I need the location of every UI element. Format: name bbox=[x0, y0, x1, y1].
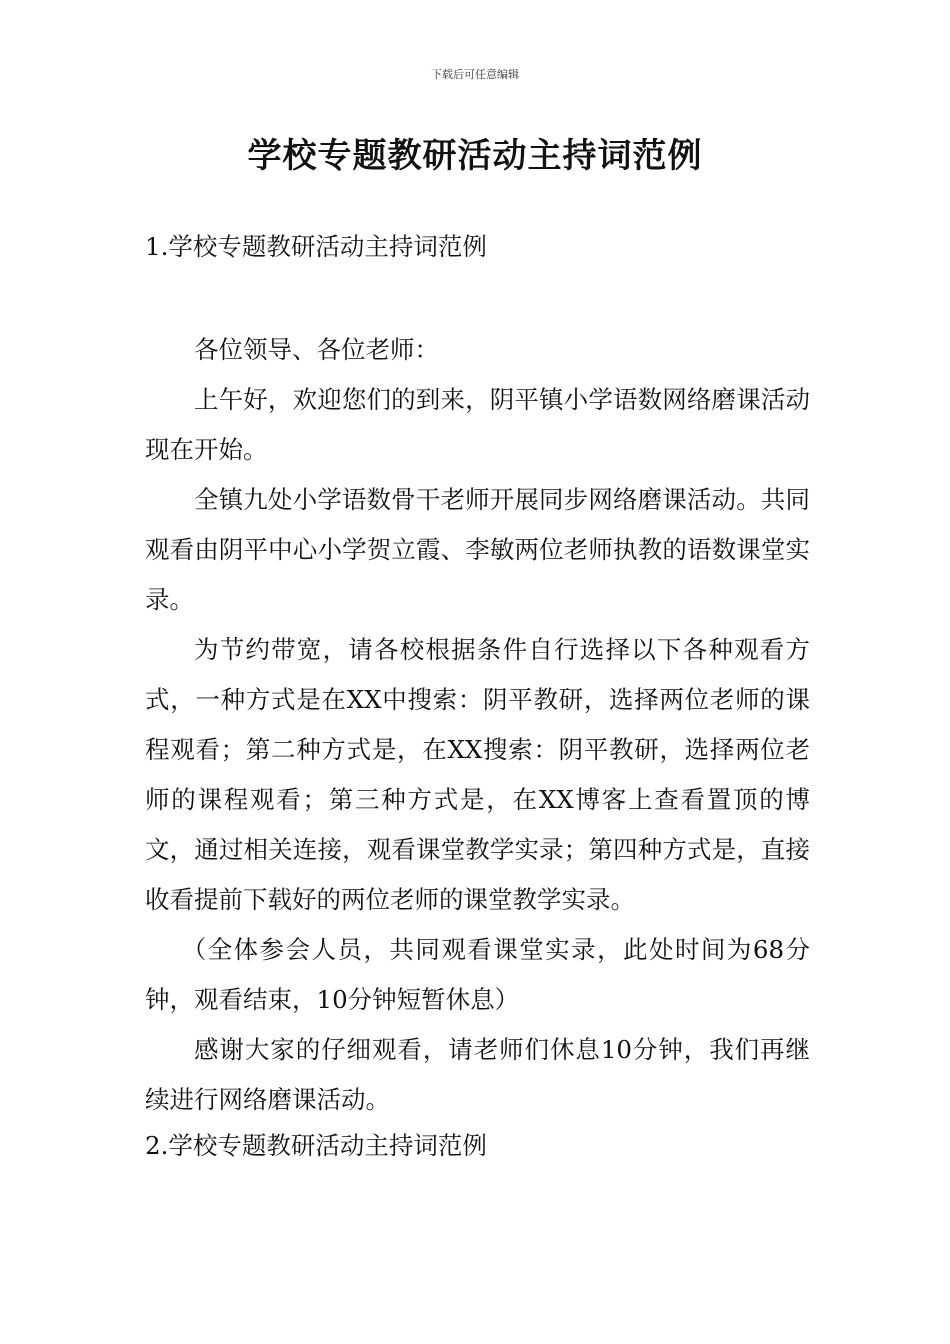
document-title: 学校专题教研活动主持词范例 bbox=[247, 136, 703, 176]
paragraph-thanks: 感谢大家的仔细观看，请老师们休息10分钟，我们再继续进行网络磨课活动。 bbox=[145, 1035, 810, 1114]
paragraph-opening: 上午好，欢迎您们的到来，阴平镇小学语数网络磨课活动现在开始。 bbox=[145, 385, 810, 464]
section-1 bbox=[145, 222, 810, 272]
paragraph-greeting: 各位领导、各位老师： bbox=[194, 335, 439, 364]
header-note: 下载后可任意编辑 bbox=[431, 68, 519, 81]
section-2 bbox=[145, 1121, 810, 1171]
paragraph-viewing-note: （全体参会人员，共同观看课堂实录，此处时间为68分钟，观看结束，10分钟短暂休息） bbox=[145, 935, 810, 1014]
section-1-heading: 1.学校专题教研活动主持词范例 bbox=[145, 232, 487, 261]
section-2-heading: 2.学校专题教研活动主持词范例 bbox=[145, 1131, 487, 1160]
paragraph-viewing-methods: 为节约带宽，请各校根据条件自行选择以下各种观看方式，一种方式是在XX中搜索：阴平教研，选择两位老师的课程观看；第二种方式是，在XX搜索：阴平教研，选择两位老师的课程观看；第三种方式是，在XX博客上查看置顶的博文，通过相关连接，观看课堂教学实录；第四种方式是，直接收看提前下载好的两位老师的课堂教学实录。 bbox=[145, 635, 810, 914]
section-1-body bbox=[145, 325, 810, 1125]
paragraph-activity: 全镇九处小学语数骨干老师开展同步网络磨课活动。共同观看由阴平中心小学贺立霞、李敏两位老师执教的语数课堂实录。 bbox=[145, 485, 810, 614]
